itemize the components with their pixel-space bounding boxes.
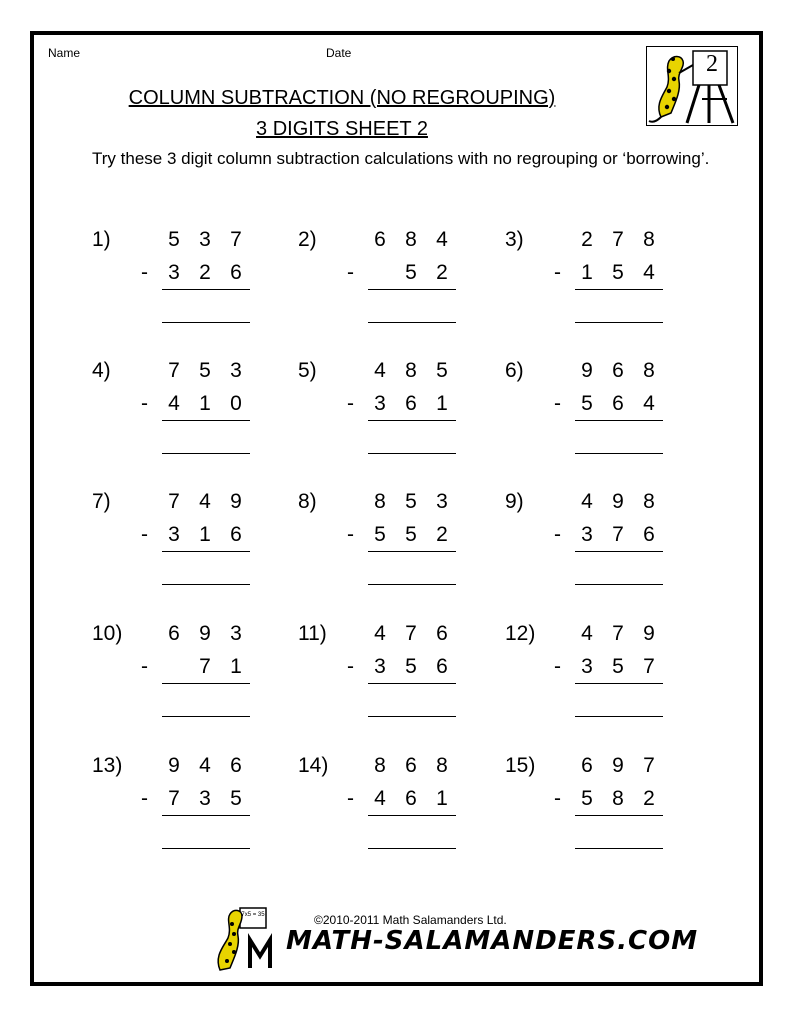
minus-sign: -	[554, 261, 561, 284]
digit: 6	[612, 392, 624, 415]
minus-sign: -	[554, 392, 561, 415]
digit: 8	[643, 359, 655, 382]
subtrahend	[573, 523, 663, 551]
answer-line[interactable]	[162, 716, 250, 717]
problem-number: 11)	[298, 622, 327, 645]
digit: 2	[643, 787, 655, 810]
minuend	[160, 359, 250, 387]
digit: 7	[643, 754, 655, 777]
subtrahend	[160, 523, 250, 551]
digit: 8	[374, 754, 386, 777]
problem-number: 13)	[92, 754, 123, 777]
subtrahend	[366, 523, 456, 551]
problem-number: 3)	[505, 228, 524, 251]
answer-line[interactable]	[368, 322, 456, 323]
subtraction-line	[162, 683, 250, 684]
minuend	[366, 490, 456, 518]
digit: 6	[436, 655, 448, 678]
footer-logo	[210, 906, 290, 977]
problem-number: 10)	[92, 622, 123, 645]
minuend	[366, 359, 456, 387]
digit: 3	[374, 392, 386, 415]
minuend	[573, 359, 663, 387]
digit: 2	[199, 261, 211, 284]
minuend	[573, 490, 663, 518]
digit: 4	[581, 490, 593, 513]
digit: 7	[612, 228, 624, 251]
digit: 6	[405, 787, 417, 810]
minuend	[573, 622, 663, 650]
subtraction-line	[368, 289, 456, 290]
subtraction-line	[162, 551, 250, 552]
digit: 4	[199, 754, 211, 777]
minus-sign: -	[141, 392, 148, 415]
digit: 5	[168, 228, 180, 251]
answer-line[interactable]	[368, 848, 456, 849]
subtrahend	[366, 261, 456, 289]
problem-number: 9)	[505, 490, 524, 513]
minus-sign: -	[141, 523, 148, 546]
digit: 6	[612, 359, 624, 382]
digit: 2	[436, 261, 448, 284]
problem-item	[298, 359, 498, 469]
digit: 9	[230, 490, 242, 513]
problem-number: 8)	[298, 490, 317, 513]
digit: 3	[199, 787, 211, 810]
problem-item	[298, 622, 498, 732]
digit: 7	[199, 655, 211, 678]
digit: 4	[643, 392, 655, 415]
digit: 9	[199, 622, 211, 645]
digit: 8	[405, 228, 417, 251]
answer-line[interactable]	[575, 584, 663, 585]
problem-number: 12)	[505, 622, 536, 645]
problem-item	[505, 622, 705, 732]
minuend	[366, 622, 456, 650]
answer-line[interactable]	[162, 322, 250, 323]
answer-line[interactable]	[162, 453, 250, 454]
digit: 1	[436, 787, 448, 810]
digit: 5	[612, 261, 624, 284]
digit: 7	[612, 622, 624, 645]
digit: 1	[199, 523, 211, 546]
digit: 7	[230, 228, 242, 251]
digit: 4	[643, 261, 655, 284]
problem-item	[92, 359, 292, 469]
digit: 5	[199, 359, 211, 382]
problem-number: 6)	[505, 359, 524, 382]
problem-item	[92, 754, 292, 864]
digit: 3	[374, 655, 386, 678]
problem-item	[298, 754, 498, 864]
digit: 0	[230, 392, 242, 415]
subtraction-line	[575, 683, 663, 684]
digit: 4	[581, 622, 593, 645]
digit: 3	[168, 261, 180, 284]
sheet-logo	[646, 46, 738, 126]
minus-sign: -	[554, 655, 561, 678]
problem-item	[505, 490, 705, 600]
subtraction-line	[162, 815, 250, 816]
subtrahend	[573, 392, 663, 420]
problem-item	[505, 754, 705, 864]
problem-number: 4)	[92, 359, 111, 382]
subtrahend	[573, 261, 663, 289]
minus-sign: -	[347, 392, 354, 415]
digit: 4	[374, 787, 386, 810]
problem-number: 15)	[505, 754, 536, 777]
minus-sign: -	[347, 261, 354, 284]
problem-item	[92, 228, 292, 338]
problem-item	[505, 228, 705, 338]
subtraction-line	[368, 420, 456, 421]
digit: 3	[581, 523, 593, 546]
digit: 5	[374, 523, 386, 546]
problem-number: 14)	[298, 754, 329, 777]
digit: 6	[230, 754, 242, 777]
subtrahend	[366, 392, 456, 420]
minuend	[366, 754, 456, 782]
answer-line[interactable]	[368, 716, 456, 717]
digit: 3	[199, 228, 211, 251]
digit: 8	[405, 359, 417, 382]
digit: 5	[405, 490, 417, 513]
minus-sign: -	[141, 655, 148, 678]
digit: 9	[612, 490, 624, 513]
minus-sign: -	[141, 787, 148, 810]
digit: 1	[230, 655, 242, 678]
minus-sign: -	[347, 655, 354, 678]
minuend	[573, 754, 663, 782]
subtrahend	[160, 392, 250, 420]
digit: 7	[405, 622, 417, 645]
digit: 8	[436, 754, 448, 777]
digit: 6	[374, 228, 386, 251]
copyright-text: ©2010-2011 Math Salamanders Ltd.	[314, 913, 507, 927]
problem-number: 5)	[298, 359, 317, 382]
digit: 6	[405, 754, 417, 777]
digit: 2	[581, 228, 593, 251]
digit: 2	[436, 523, 448, 546]
subtrahend	[573, 655, 663, 683]
minuend	[160, 622, 250, 650]
subtraction-line	[368, 551, 456, 552]
digit: 3	[436, 490, 448, 513]
digit: 9	[612, 754, 624, 777]
minuend	[573, 228, 663, 256]
minus-sign: -	[554, 523, 561, 546]
subtrahend	[366, 655, 456, 683]
digit: 8	[643, 228, 655, 251]
digit: 8	[612, 787, 624, 810]
answer-line[interactable]	[368, 584, 456, 585]
minuend	[160, 754, 250, 782]
digit: 5	[230, 787, 242, 810]
digit: 6	[643, 523, 655, 546]
digit: 9	[581, 359, 593, 382]
digit: 7	[612, 523, 624, 546]
minuend	[160, 490, 250, 518]
minus-sign: -	[554, 787, 561, 810]
subtraction-line	[162, 420, 250, 421]
digit: 1	[199, 392, 211, 415]
minus-sign: -	[347, 523, 354, 546]
digit: 3	[581, 655, 593, 678]
digit: 5	[612, 655, 624, 678]
answer-line[interactable]	[368, 453, 456, 454]
digit: 6	[581, 754, 593, 777]
subtrahend	[160, 655, 250, 683]
digit: 4	[199, 490, 211, 513]
subtrahend	[160, 261, 250, 289]
problem-item	[92, 490, 292, 600]
problem-item	[298, 490, 498, 600]
answer-line[interactable]	[162, 848, 250, 849]
subtraction-line	[575, 815, 663, 816]
digit: 7	[168, 359, 180, 382]
logo-number: 2	[706, 51, 718, 77]
digit: 5	[405, 523, 417, 546]
subtraction-line	[368, 815, 456, 816]
digit: 9	[168, 754, 180, 777]
answer-line[interactable]	[575, 322, 663, 323]
answer-line[interactable]	[575, 453, 663, 454]
digit: 4	[374, 359, 386, 382]
digit: 1	[581, 261, 593, 284]
minus-sign: -	[347, 787, 354, 810]
problem-item	[298, 228, 498, 338]
problem-item	[505, 359, 705, 469]
problem-item	[92, 622, 292, 732]
worksheet-subtitle: 3 DIGITS SHEET 2	[256, 118, 428, 140]
digit: 8	[374, 490, 386, 513]
answer-line[interactable]	[162, 584, 250, 585]
subtraction-line	[575, 289, 663, 290]
digit: 5	[581, 787, 593, 810]
digit: 4	[168, 392, 180, 415]
subtrahend	[573, 787, 663, 815]
answer-line[interactable]	[575, 848, 663, 849]
minuend	[160, 228, 250, 256]
subtraction-line	[575, 551, 663, 552]
digit: 6	[230, 523, 242, 546]
digit: 8	[643, 490, 655, 513]
subtraction-line	[575, 420, 663, 421]
instructions: Try these 3 digit column subtraction calculations with no regrouping or ‘borrowing’.	[92, 149, 710, 168]
worksheet-title: COLUMN SUBTRACTION (NO REGROUPING)	[128, 87, 556, 109]
subtrahend	[366, 787, 456, 815]
digit: 4	[436, 228, 448, 251]
problem-number: 7)	[92, 490, 111, 513]
digit: 7	[643, 655, 655, 678]
answer-line[interactable]	[575, 716, 663, 717]
minus-sign: -	[141, 261, 148, 284]
footer-logo-sign: 7x5 = 35	[241, 912, 265, 918]
digit: 7	[168, 787, 180, 810]
digit: 6	[405, 392, 417, 415]
problem-number: 1)	[92, 228, 111, 251]
digit: 3	[230, 359, 242, 382]
digit: 3	[168, 523, 180, 546]
digit: 5	[405, 655, 417, 678]
digit: 7	[168, 490, 180, 513]
digit: 3	[230, 622, 242, 645]
subtrahend	[160, 787, 250, 815]
digit: 4	[374, 622, 386, 645]
digit: 6	[436, 622, 448, 645]
digit: 9	[643, 622, 655, 645]
digit: 5	[405, 261, 417, 284]
date-label: Date	[326, 46, 352, 60]
site-name: MATH-SALAMANDERS.COM	[286, 926, 699, 956]
name-label: Name	[48, 46, 81, 60]
digit: 6	[230, 261, 242, 284]
digit: 1	[436, 392, 448, 415]
minuend	[366, 228, 456, 256]
problem-number: 2)	[298, 228, 317, 251]
subtraction-line	[162, 289, 250, 290]
subtraction-line	[368, 683, 456, 684]
digit: 6	[168, 622, 180, 645]
digit: 5	[581, 392, 593, 415]
digit: 5	[436, 359, 448, 382]
